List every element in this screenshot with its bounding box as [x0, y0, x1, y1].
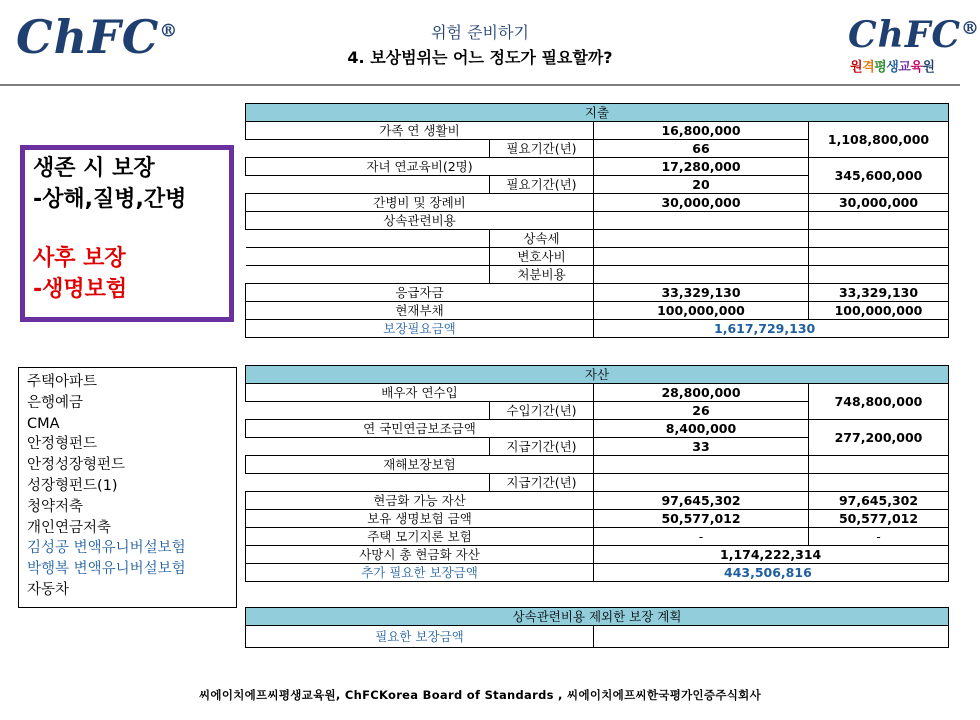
life-insurance-label: 보유 생명보험 금액: [246, 510, 594, 528]
assets-header: 자산: [246, 366, 949, 384]
inheritance-tax-label: 상속세: [490, 230, 594, 248]
cash-assets-total: 97,645,302: [809, 492, 949, 510]
pension-label: 연 국민연금보조금액: [246, 420, 594, 438]
disposal-cost-label: 처분비용: [490, 266, 594, 284]
mortgage-insurance-label: 주택 모기지론 보험: [246, 528, 594, 546]
plan-required-label: 필요한 보장금액: [246, 626, 594, 648]
education-label: 자녀 연교육비(2명): [246, 158, 594, 176]
logo-subtitle: 원격평생교육원: [850, 60, 935, 75]
additional-coverage-value: 443,506,816: [594, 564, 949, 582]
table-row: [246, 626, 949, 648]
table-row: [246, 320, 949, 338]
table-row: [246, 104, 949, 122]
total-cash-value: 1,174,222,314: [594, 546, 949, 564]
lawyer-fee-label: 변호사비: [490, 248, 594, 266]
expenses-table: [245, 103, 949, 338]
list-item: 안정성장형펀드: [27, 457, 126, 474]
table-row: [246, 122, 949, 140]
assets-table: [245, 365, 949, 582]
debt-total: 100,000,000: [809, 302, 949, 320]
inheritance-label: 상속관련비용: [246, 212, 594, 230]
life-insurance-total: 50,577,012: [809, 510, 949, 528]
list-item: 청약저축: [27, 498, 84, 515]
table-row: [246, 266, 949, 284]
list-item: CMA: [27, 415, 60, 432]
table-row: [246, 230, 949, 248]
payment-period-label: 지급기간(년): [490, 474, 594, 492]
table-row: [246, 456, 949, 474]
emergency-value: 33,329,130: [594, 284, 809, 302]
living-cost-label: 가족 연 생활비: [246, 122, 594, 140]
list-item: 은행예금: [27, 394, 84, 411]
life-insurance-value: 50,577,012: [594, 510, 809, 528]
living-cost-total: 1,108,800,000: [809, 122, 949, 158]
survival-coverage-detail: -상해,질병,간병: [33, 187, 187, 212]
plan-required-value: [594, 626, 949, 648]
spouse-income-total: 748,800,000: [809, 384, 949, 420]
income-period-label: 수입기간(년): [490, 402, 594, 420]
page-section-title: 위험 준비하기: [431, 23, 529, 42]
disaster-insurance-label: 재해보장보험: [246, 456, 594, 474]
emergency-label: 응급자금: [246, 284, 594, 302]
list-item: 김성공 변액유니버설보험: [27, 540, 186, 557]
table-row: [246, 510, 949, 528]
pension-value: 8,400,000: [594, 420, 809, 438]
list-item: 박행복 변액유니버설보험: [27, 561, 186, 578]
chfc-logo-right: ChFC®: [848, 14, 980, 56]
cash-assets-label: 현금화 가능 자산: [246, 492, 594, 510]
income-period-value: 26: [594, 402, 809, 420]
table-row: [246, 158, 949, 176]
education-total: 345,600,000: [809, 158, 949, 194]
header-divider: [0, 84, 960, 86]
mortgage-insurance-value: -: [594, 528, 809, 546]
table-row: [246, 384, 949, 402]
expenses-header: 지출: [246, 104, 949, 122]
table-row: [246, 492, 949, 510]
period-label: 필요기간(년): [490, 176, 594, 194]
spouse-income-value: 28,800,000: [594, 384, 809, 402]
table-row: [246, 366, 949, 384]
table-row: [246, 248, 949, 266]
care-value: 30,000,000: [594, 194, 809, 212]
living-cost-value: 16,800,000: [594, 122, 809, 140]
plan-header: 상속관련비용 제외한 보장 계획: [246, 608, 949, 626]
table-row: [246, 284, 949, 302]
required-coverage-value: 1,617,729,130: [594, 320, 949, 338]
list-item: 자동차: [27, 581, 70, 598]
required-coverage-label: 보장필요금액: [246, 320, 594, 338]
additional-coverage-label: 추가 필요한 보장금액: [246, 564, 594, 582]
coverage-plan-table: [245, 607, 949, 648]
period-label: 필요기간(년): [490, 140, 594, 158]
list-item: 안정형펀드: [27, 436, 98, 453]
table-row: [246, 528, 949, 546]
period-value: 20: [594, 176, 809, 194]
debt-label: 현재부채: [246, 302, 594, 320]
education-value: 17,280,000: [594, 158, 809, 176]
period-value: 66: [594, 140, 809, 158]
list-item: 주택아파트: [27, 374, 98, 390]
table-row: [246, 212, 949, 230]
payment-period-value: 33: [594, 438, 809, 456]
pension-total: 277,200,000: [809, 420, 949, 456]
list-item: 개인연금저축: [27, 519, 112, 536]
care-label: 간병비 및 장례비: [246, 194, 594, 212]
table-row: [246, 564, 949, 582]
list-item: 성장형펀드(1): [27, 477, 118, 494]
spouse-income-label: 배우자 연수입: [246, 384, 594, 402]
page-title: 4. 보상범위는 어느 정도가 필요할까?: [347, 48, 613, 67]
survival-coverage-title: 생존 시 보장: [33, 156, 155, 181]
debt-value: 100,000,000: [594, 302, 809, 320]
table-row: [246, 194, 949, 212]
cash-assets-value: 97,645,302: [594, 492, 809, 510]
total-cash-label: 사망시 총 현금화 자산: [246, 546, 594, 564]
chfc-logo-left: ChFC®: [16, 10, 179, 64]
coverage-summary-box: [20, 145, 234, 322]
care-total: 30,000,000: [809, 194, 949, 212]
table-row: [246, 474, 949, 492]
death-coverage-title: 사후 보장: [33, 246, 126, 271]
death-coverage-detail: -생명보험: [33, 277, 128, 302]
table-row: [246, 608, 949, 626]
payment-period-label: 지급기간(년): [490, 438, 594, 456]
mortgage-insurance-total: -: [809, 528, 949, 546]
emergency-total: 33,329,130: [809, 284, 949, 302]
footer-text: 씨에이치에프씨평생교육원, ChFCKorea Board of Standards , 씨에이치에프씨한국평가인증주식회사: [199, 688, 761, 702]
asset-list-box: [18, 367, 237, 608]
table-row: [246, 546, 949, 564]
table-row: [246, 420, 949, 438]
table-row: [246, 302, 949, 320]
